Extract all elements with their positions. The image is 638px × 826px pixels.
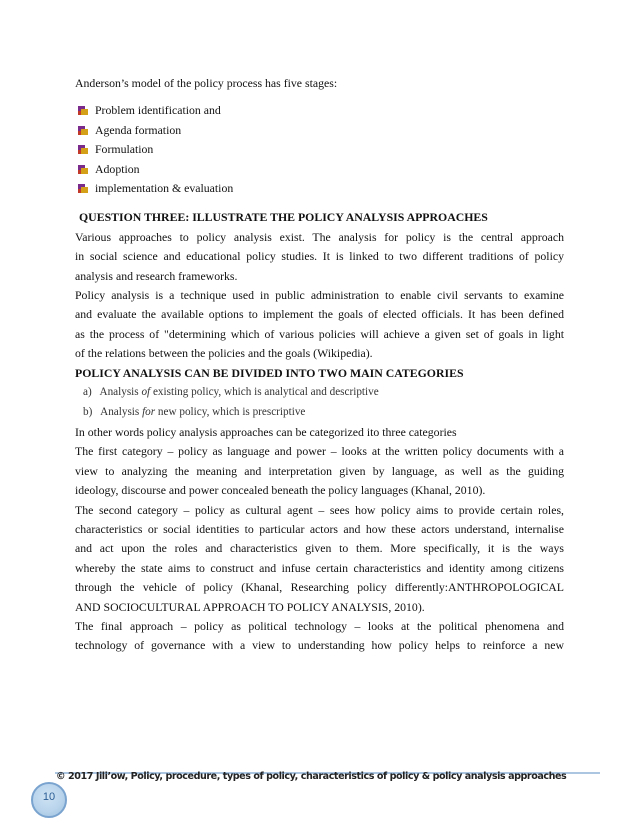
paragraph-line: AND SOCIOCULTURAL APPROACH TO POLICY ANALYSIS, 2010). — [75, 599, 425, 614]
item-emphasis: of — [141, 386, 151, 399]
paragraph-approaches — [75, 228, 564, 286]
paragraph-line: Various approaches to policy analysis exist. The analysis for policy is the central approach — [75, 229, 564, 244]
item-marker: b) — [83, 406, 93, 419]
stage-label: Adoption — [95, 161, 140, 176]
categories-heading: POLICY ANALYSIS CAN BE DIVIDED INTO TWO MAIN CATEGORIES — [75, 365, 464, 380]
stages-list — [75, 101, 564, 198]
bookmark-bullet-icon — [77, 144, 89, 155]
item-text: Analysis — [100, 406, 143, 419]
bookmark-bullet-icon — [77, 183, 89, 194]
stage-label: Formulation — [95, 142, 154, 157]
paragraph-line: of the relations between the policies and the goals (Wikipedia). — [75, 346, 373, 361]
footer-copyright: © 2017 Jili’ow, Policy, procedure, types of policy, characteristics of policy & policy analysis approaches — [56, 771, 567, 782]
stage-label: Agenda formation — [95, 122, 182, 137]
paragraph-line: and act upon the roles and characteristics given to them. More specifically, it is the ways — [75, 541, 564, 556]
paragraph-line: The second category – policy as cultural agent – sees how policy aims to provide certain roles, — [75, 502, 564, 517]
paragraph-final-approach — [75, 617, 564, 656]
stage-label: Problem identification and — [95, 103, 221, 118]
paragraph-line: view to analyzing the meaning and interpretation given by language, as well as the guiding — [75, 463, 564, 478]
paragraph-line: whereby the state aims to construct and infuse certain characteristics and identity among citizens — [75, 560, 564, 575]
list-item — [75, 160, 564, 179]
paragraph-first-category — [75, 442, 564, 500]
list-item — [75, 140, 564, 159]
item-emphasis: for — [142, 406, 156, 419]
paragraph-line: characteristics or social identities to particular actors and how these actors understand, internalise — [75, 522, 564, 537]
intro-text: Anderson’s model of the policy process has five stages: — [75, 76, 338, 90]
paragraph-line: ideology, discourse and power concealed beneath the policy languages (Khanal, 2010). — [75, 483, 486, 498]
list-item — [75, 383, 564, 403]
paragraph-categories-intro: In other words policy analysis approaches can be categorized ito three categories — [75, 425, 457, 440]
paragraph-line: Policy analysis is a technique used in public administration to enable civil servants to examine — [75, 287, 564, 302]
paragraph-line: analysis and research frameworks. — [75, 268, 238, 283]
paragraph-line: as the process of "determining which of various policies will achieve a given set of goals in light — [75, 326, 564, 341]
bookmark-bullet-icon — [77, 105, 89, 116]
paragraph-second-category — [75, 501, 564, 617]
item-marker: a) — [83, 386, 92, 399]
item-text: existing policy, which is analytical and descriptive — [150, 386, 379, 399]
paragraph-line: technology of governance with a view to understanding how policy helps to reinforce a new — [75, 638, 564, 653]
page-content — [75, 74, 564, 656]
item-text: Analysis — [99, 386, 142, 399]
list-item — [75, 101, 564, 120]
categories-list — [75, 383, 564, 423]
list-item — [75, 403, 564, 423]
bookmark-bullet-icon — [77, 164, 89, 175]
item-text: new policy, which is prescriptive — [155, 406, 306, 419]
list-item — [75, 121, 564, 140]
paragraph-definition — [75, 286, 564, 364]
stage-label: implementation & evaluation — [95, 180, 234, 195]
page-number: 10 — [42, 791, 56, 803]
question-heading: QUESTION THREE: ILLUSTRATE THE POLICY ANALYSIS APPROACHES — [79, 210, 488, 225]
paragraph-line: The first category – policy as language and power – looks at the written policy documents with a — [75, 444, 564, 459]
paragraph-line: through the vehicle of policy (Khanal, Researching policy differently:ANTHROPOLOGICAL — [75, 580, 564, 595]
paragraph-line: in social science and educational policy studies. It is linked to two different traditions of policy — [75, 249, 564, 264]
paragraph-line: and evaluate the available options to implement the goals of elected officials. It has been defined — [75, 307, 564, 322]
list-item — [75, 179, 564, 198]
paragraph-line: The final approach – policy as political technology – looks at the political phenomena and — [75, 619, 564, 634]
bookmark-bullet-icon — [77, 125, 89, 136]
